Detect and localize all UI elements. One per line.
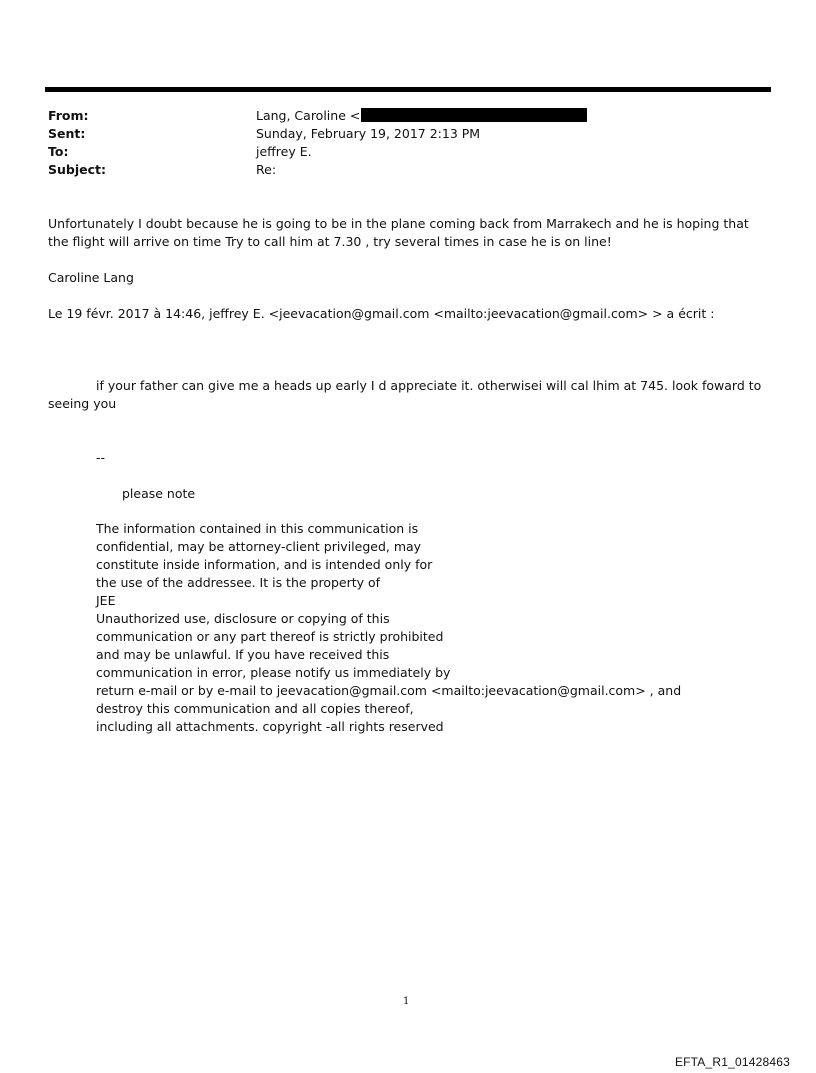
signature-separator: -- [96,450,106,465]
from-value: Lang, Caroline < [256,108,361,123]
disclaimer-block [96,520,681,736]
to-row [48,143,312,161]
disclaimer-line: communication in error, please notify us immediately by [96,665,451,680]
subject-value: Re: [256,162,277,177]
quoted-message-line2: seeing you [48,396,117,411]
quote-header: Le 19 févr. 2017 à 14:46, jeffrey E. <jeevacation@gmail.com <mailto:jeevacation@gmail.com> > a écrit : [48,306,715,321]
reply-paragraph: Unfortunately I doubt because he is going to be in the plane coming back from Marrakech and he is hoping that the flight will arrive on time Try to call him at 7.30 , try several times in case he is on line! [48,216,749,249]
disclaimer-line: JEE [96,593,116,608]
sent-label: Sent: [48,126,86,141]
disclaimer-line: constitute inside information, and is intended only for [96,557,433,572]
header-divider-rule [45,87,771,92]
sent-value: Sunday, February 19, 2017 2:13 PM [256,126,481,141]
disclaimer-line: including all attachments. copyright -all rights reserved [96,719,444,734]
subject-label: Subject: [48,162,106,177]
page-number: 1 [403,996,410,1007]
disclaimer-line: communication or any part thereof is strictly prohibited [96,629,444,644]
disclaimer-line: the use of the addressee. It is the property of [96,575,381,590]
disclaimer-line: and may be unlawful. If you have received this [96,647,390,662]
from-row [48,107,587,125]
disclaimer-line: destroy this communication and all copies thereof, [96,701,414,716]
to-value: jeffrey E. [256,144,312,159]
disclaimer-line: The information contained in this communication is [96,521,419,536]
disclaimer-line: confidential, may be attorney-client privileged, may [96,539,422,554]
please-note-text: please note [122,486,196,501]
subject-row [48,161,276,179]
redaction-bar [361,108,587,122]
from-label: From: [48,108,89,123]
disclaimer-line: return e-mail or by e-mail to jeevacation@gmail.com <mailto:jeevacation@gmail.com> , and [96,683,682,698]
document-id: EFTA_R1_01428463 [674,1055,790,1069]
to-label: To: [48,144,69,159]
sent-row [48,125,480,143]
signature-name: Caroline Lang [48,270,134,285]
quoted-message-line1: if your father can give me a heads up early I d appreciate it. otherwisei will cal lhim at 745. look foward to [96,378,762,393]
disclaimer-line: Unauthorized use, disclosure or copying of this [96,611,390,626]
